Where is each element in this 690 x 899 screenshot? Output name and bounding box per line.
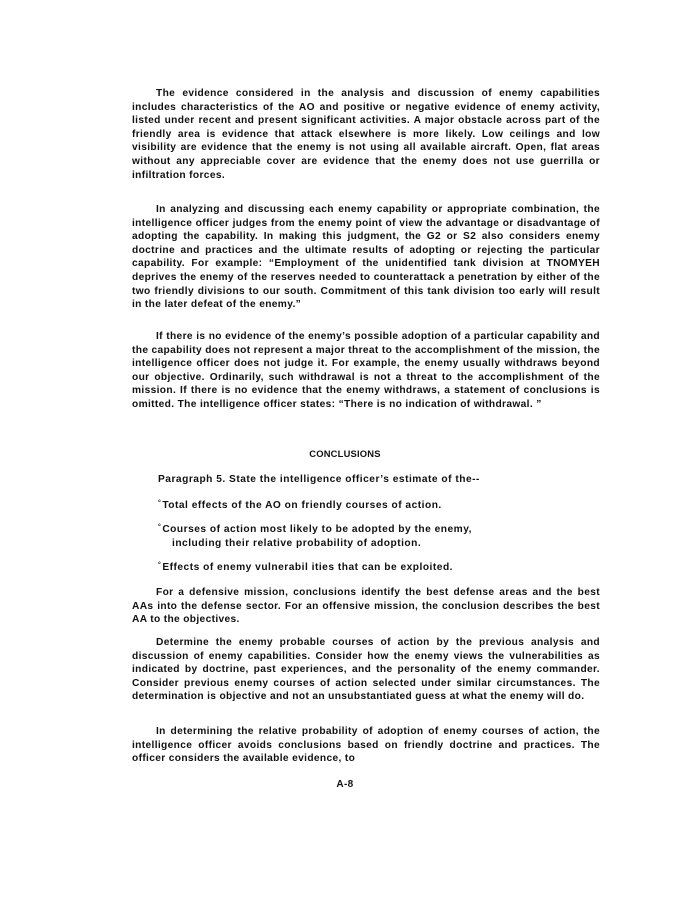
page-number: A-8 (336, 779, 354, 790)
list-item-courses-of-action (158, 521, 598, 551)
list-item-text: Total effects of the AO on friendly courses of action. (162, 500, 442, 511)
paragraph-defensive-mission: For a defensive mission, conclusions identify the best defense areas and the best AAs into the defense sector. For an offensive mission, the conclusion describes the best AA to the objectives. (132, 587, 600, 626)
bullet-degree: ° (158, 500, 162, 507)
bullet-degree: ° (158, 524, 162, 531)
list-item-text: Effects of enemy vulnerabil ities that can be exploited. (162, 562, 453, 573)
paragraph-evidence: The evidence considered in the analysis and discussion of enemy capabilities includes characteristics of the AO and positive or negative evidence of enemy activity, listed under recent and present significant activities. A major obstacle across part of the friendly area is evidence that attack elsewhere is more likely. Low ceilings and low visibility are evidence that the enemy is not using all available aircraft. Open, flat areas without any appreciable cover are evidence that the enemy does not use guerrilla or infiltration forces. (132, 88, 600, 181)
list-item-vulnerabilities (158, 559, 598, 575)
paragraph-analyzing: In analyzing and discussing each enemy capability or appropriate combination, the intelligence officer judges from the enemy point of view the advantage or disadvantage of adopting the capability. In making this judgment, the G2 or S2 also considers enemy doctrine and practices and the ultimate results of adopting or rejecting the particular capability. For example: “Employment of the unidentified tank division at TNOMYEH deprives the enemy of the reserves needed to counterattack a penetration by either of the two friendly divisions to our south. Commitment of this tank division too early will result in the later defeat of the enemy.” (132, 204, 600, 311)
bullet-degree: ° (158, 562, 162, 569)
paragraph-determine-courses: Determine the enemy probable courses of action by the previous analysis and discussion of enemy capabilities. Consider how the enemy views the vulnerabilities as indicated by doctrine, past experiences, and the personality of the enemy commander. Consider previous enemy courses of action selected under similar circumstances. The determination is objective and not an unsubstantiated guess at what the enemy will do. (132, 637, 600, 703)
list-item-text-continued: including their relative probability of adoption. (172, 538, 422, 549)
list-item-text: Courses of action most likely to be adopted by the enemy, (162, 524, 472, 535)
list-item-total-effects (158, 497, 598, 513)
paragraph-no-evidence: If there is no evidence of the enemy’s possible adoption of a particular capability and the capability does not represent a major threat to the accomplishment of the mission, the intelligence officer does not judge it. For example, the enemy usually withdraws beyond our objective. Ordinarily, such withdrawal is not a threat to the accomplishment of the mission. If there is no evidence that the enemy withdraws, a statement of conclusions is omitted. The intelligence officer states: “There is no indication of withdrawal. ” (132, 331, 600, 410)
paragraph-relative-probability: In determining the relative probability of adoption of enemy courses of action, the intelligence officer avoids conclusions based on friendly doctrine and practices. The officer considers the available evidence, to (132, 726, 600, 765)
paragraph-5-statement: Paragraph 5. State the intelligence officer’s estimate of the-- (158, 474, 480, 485)
section-heading-conclusions: CONCLUSIONS (309, 448, 381, 459)
